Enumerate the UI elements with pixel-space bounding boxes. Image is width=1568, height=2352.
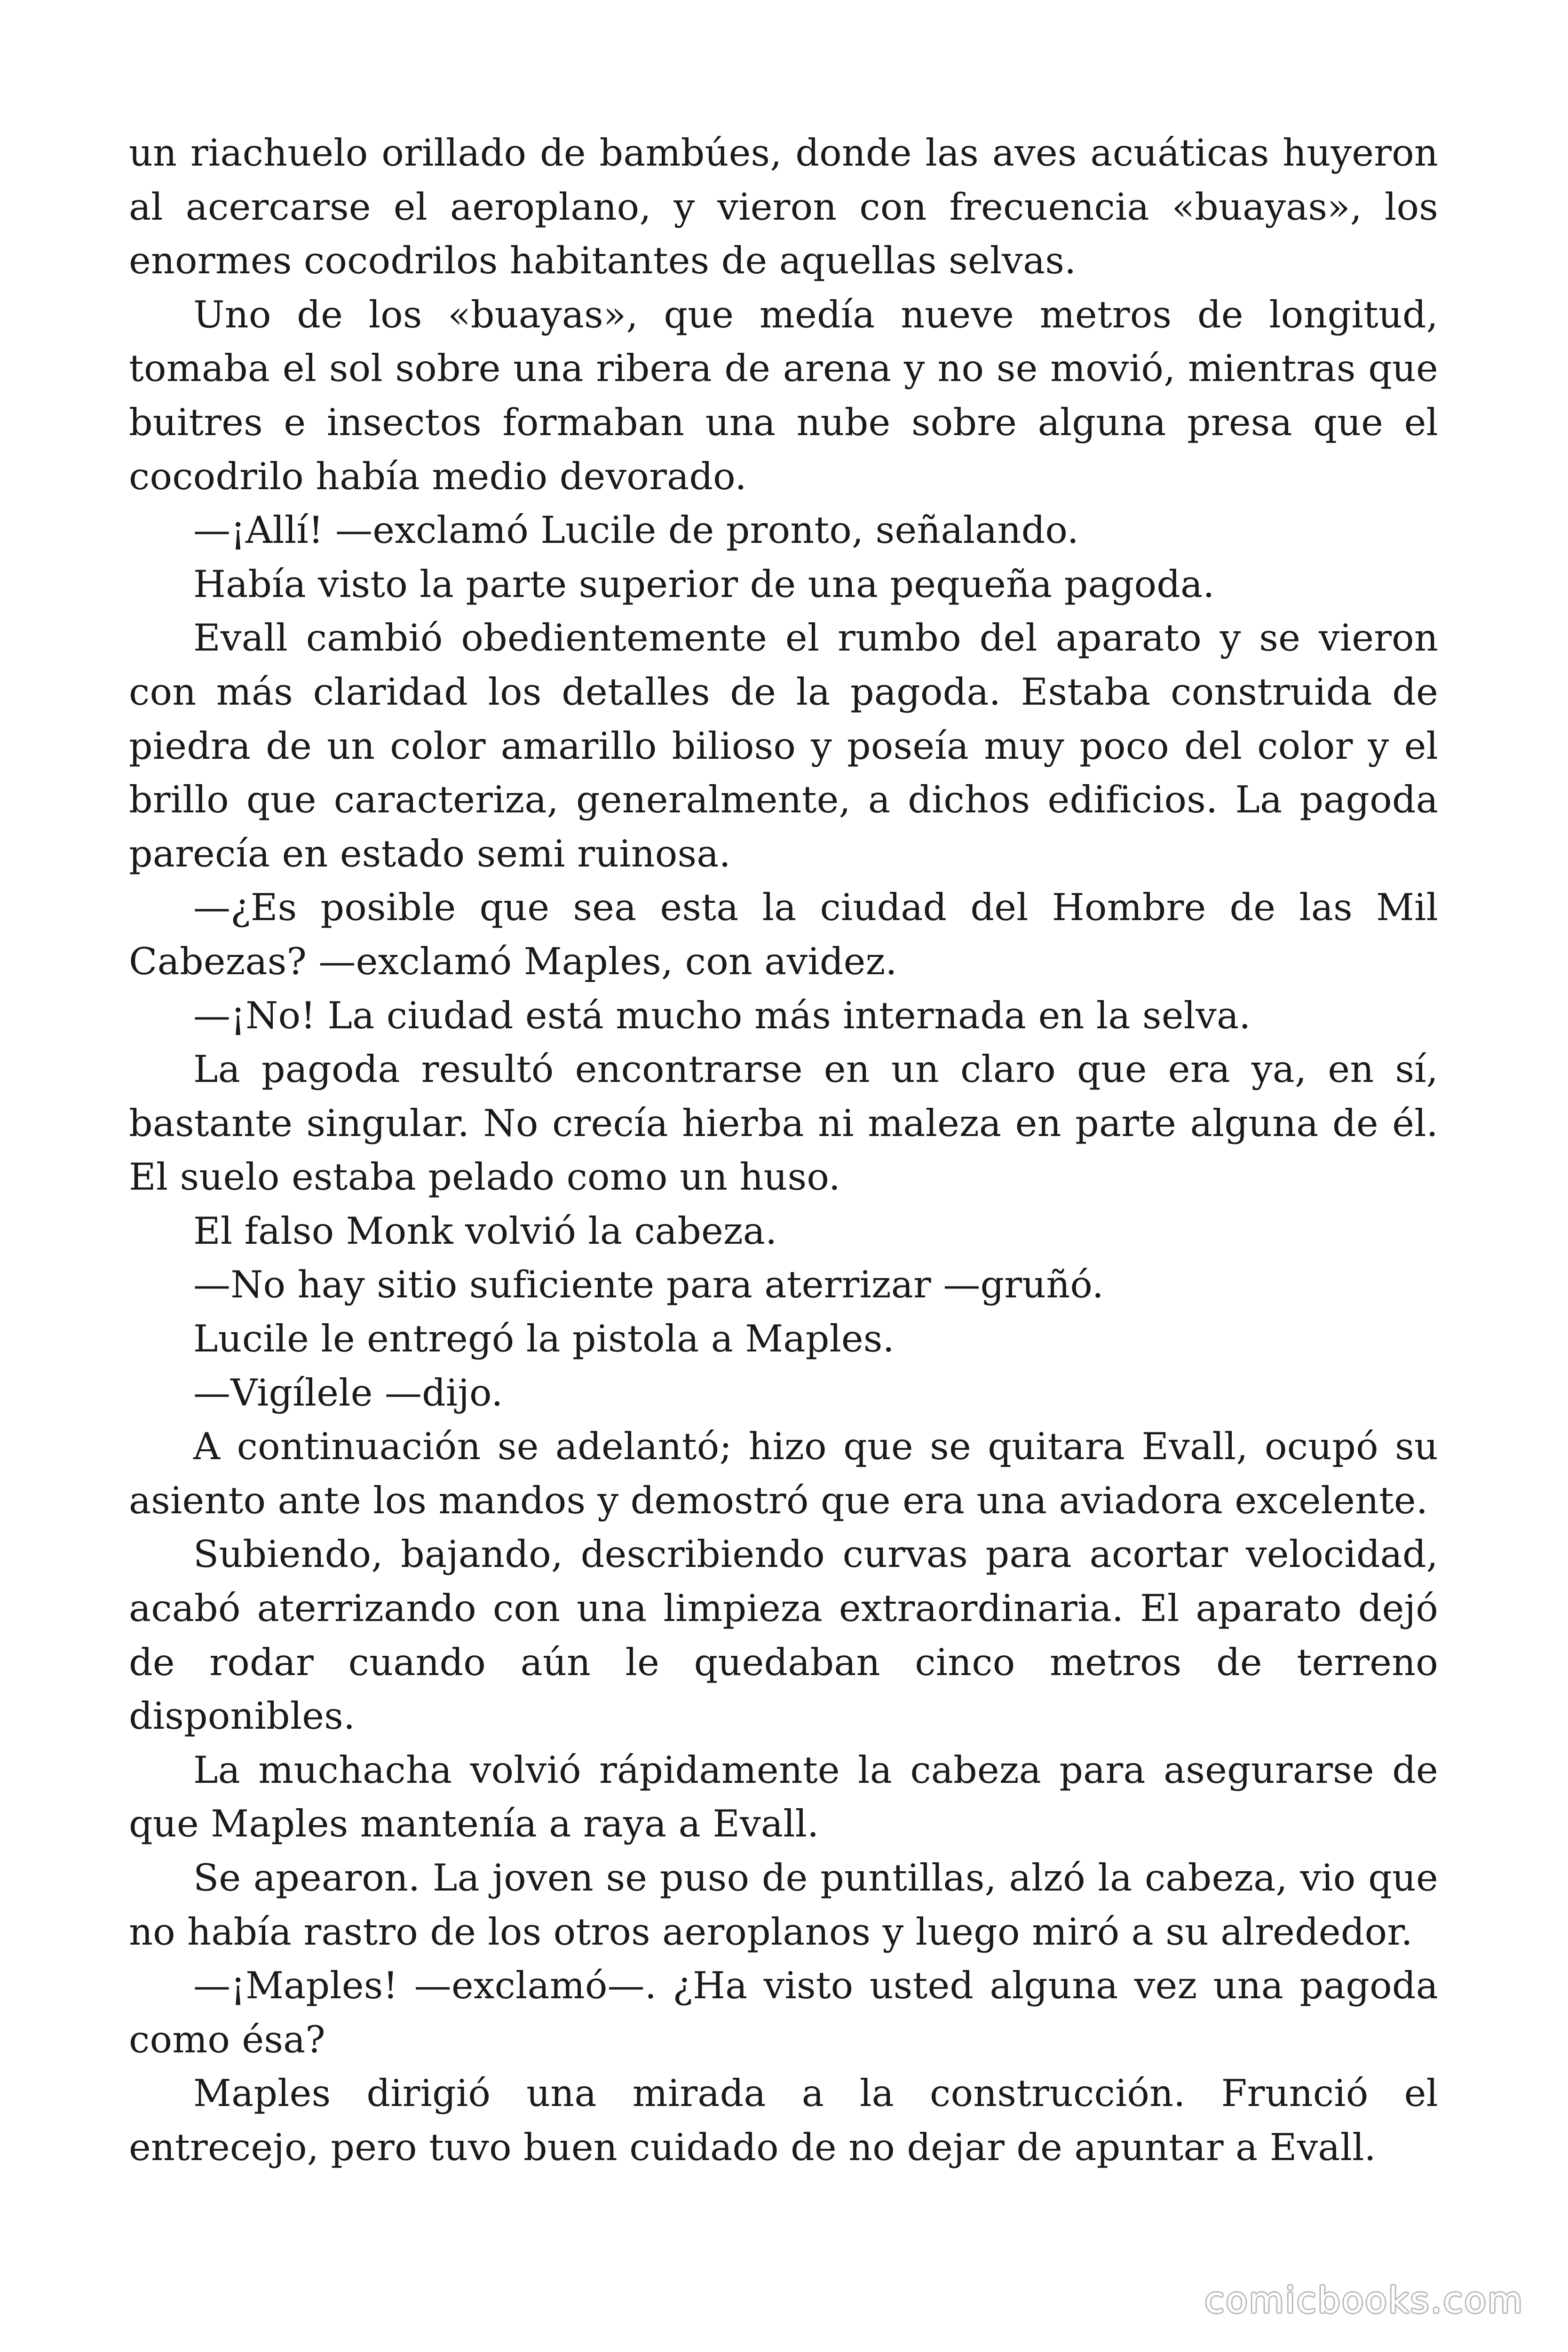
paragraph: Uno de los «buayas», que medía nueve metros de longitud, tomaba el sol sobre una ribera de arena y no se movió, mientras que buitres e insectos formaban una nube sobre alguna presa que el cocodrilo había medio devorado. [129,293,1438,498]
paragraph: —¡No! La ciudad está mucho más internada en la selva. [193,993,1251,1037]
paragraph: Lucile le entregó la pistola a Maples. [193,1317,895,1361]
paragraph: La muchacha volvió rápidamente la cabeza para asegurarse de que Maples mantenía a raya a Evall. [129,1748,1438,1846]
watermark: comicbooks.com [1204,2279,1524,2321]
paragraph: Maples dirigió una mirada a la construcción. Frunció el entrecejo, pero tuvo buen cuidado de no dejar de apuntar a Evall. [129,2072,1438,2169]
paragraph: —¡Allí! —exclamó Lucile de pronto, señalando. [193,509,1079,552]
paragraph: —¿Es posible que sea esta la ciudad del Hombre de las Mil Cabezas? —exclamó Maples, con avidez. [129,886,1438,983]
paragraph: Se apearon. La joven se puso de puntillas, alzó la cabeza, vio que no había rastro de los otros aeroplanos y luego miró a su alrededor. [129,1856,1438,1954]
paragraph: —Vigílele —dijo. [193,1371,503,1414]
paragraph: La pagoda resultó encontrarse en un claro que era ya, en sí, bastante singular. No crecía hierba ni maleza en parte alguna de él. El suelo estaba pelado como un huso. [129,1048,1438,1199]
document-body [129,126,1438,2175]
paragraph: —¡Maples! —exclamó—. ¿Ha visto usted alguna vez una pagoda como ésa? [129,1964,1438,2061]
paragraph: un riachuelo orillado de bambúes, donde las aves acuáticas huyeron al acercarse el aeroplano, y vieron con frecuencia «buayas», los enormes cocodrilos habitantes de aquellas selvas. [129,131,1438,283]
paragraph: A continuación se adelantó; hizo que se quitara Evall, ocupó su asiento ante los mandos y demostró que era una aviadora excelente. [129,1425,1438,1522]
paragraph: —No hay sitio suficiente para aterrizar —gruñó. [193,1263,1104,1307]
paragraph: Evall cambió obedientemente el rumbo del aparato y se vieron con más claridad los detalles de la pagoda. Estaba construida de piedra de un color amarillo bilioso y poseía muy poco del color y el brillo que caracteriza, generalmente, a dichos edificios. La pagoda parecía en estado semi ruinosa. [129,616,1438,875]
paragraph: Subiendo, bajando, describiendo curvas para acortar velocidad, acabó aterrizando con una limpieza extraordinaria. El aparato dejó de rodar cuando aún le quedaban cinco metros de terreno disponibles. [129,1533,1438,1738]
paragraph: Había visto la parte superior de una pequeña pagoda. [193,562,1215,606]
paragraph: El falso Monk volvió la cabeza. [193,1209,777,1253]
